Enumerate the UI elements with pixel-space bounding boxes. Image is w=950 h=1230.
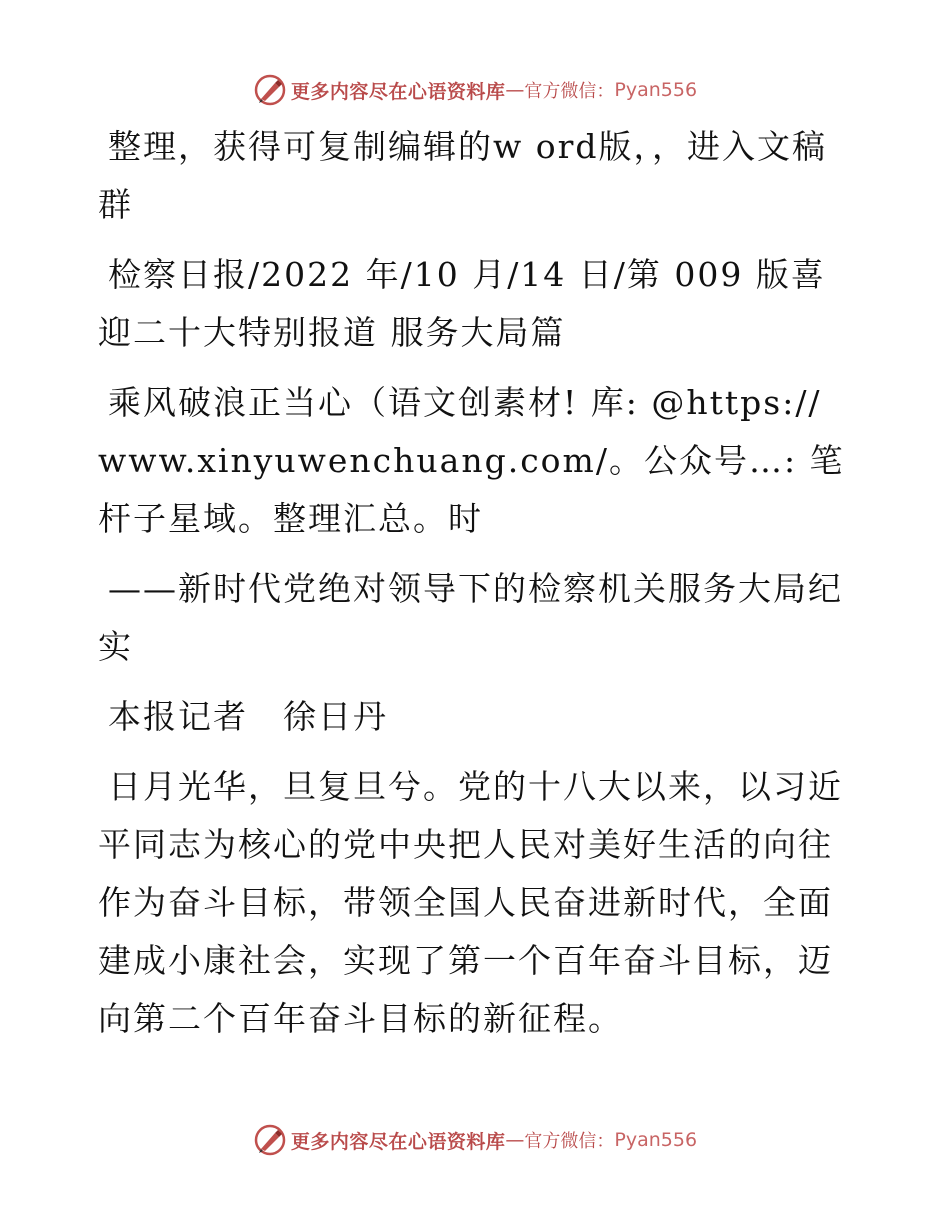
header-watermark (0, 70, 950, 110)
watermark-site-text: 更多内容尽在心语资料库 (290, 80, 506, 103)
article-subtitle: ——新时代党绝对领导下的检察机关服务大局纪实 (98, 569, 843, 666)
body-paragraph: 日月光华，旦复旦兮。党的十八大以来，以习近平同志为核心的党中央把人民对美好生活的向往作为奋斗目标，带领全国人民奋进新时代，全面建成小康社会，实现了第一个百年奋斗目标，迈向第二个百年奋斗目标的新征程。 (98, 767, 843, 1038)
watermark-dash: — (505, 1129, 525, 1151)
footer-watermark (0, 1120, 950, 1160)
watermark-wechat-label: 官方微信： (524, 81, 615, 102)
pen-logo-icon (253, 73, 287, 107)
watermark-site-text: 更多内容尽在心语资料库 (290, 1130, 506, 1153)
intro-paragraph: 整理，获得可复制编辑的w ord版，，进入文稿群 (98, 127, 828, 224)
source-line: 检察日报/2022 年/10 月/14 日/第 009 版喜迎二十大特别报道 服务大局篇 (98, 255, 826, 352)
pen-logo-icon (253, 1123, 287, 1157)
watermark-wechat-id: Pyan556 (614, 79, 698, 101)
article-title: 乘风破浪正当心（语文创素材! 库: @https:// www.xinyuwenchuang.com/。公众号…: 笔杆子星域。整理汇总。时 (98, 383, 845, 538)
watermark-wechat-id: Pyan556 (614, 1129, 698, 1151)
document-body (98, 118, 850, 1060)
watermark-dash: — (505, 79, 525, 101)
watermark-wechat-label: 官方微信： (524, 1131, 615, 1152)
byline: 本报记者 徐日丹 (108, 697, 388, 736)
